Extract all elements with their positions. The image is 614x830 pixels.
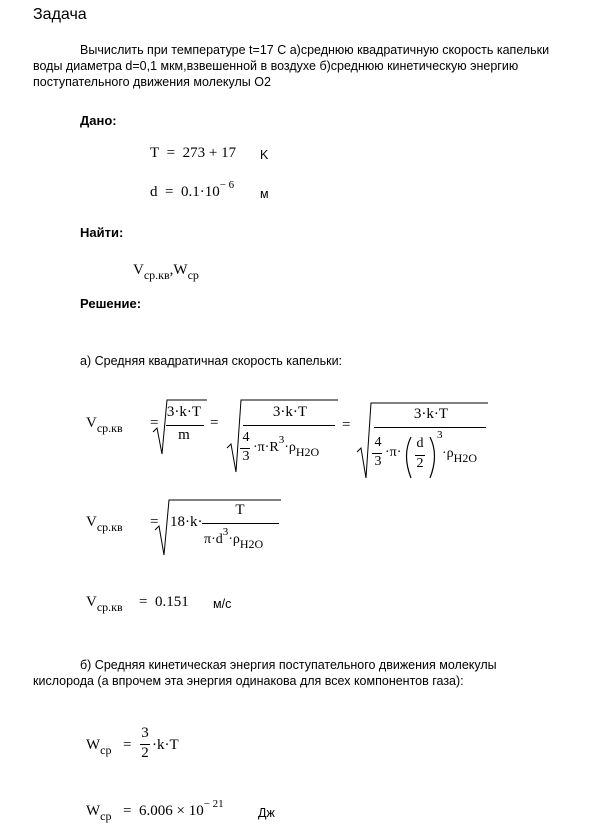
f1-lhs-symbol: V	[86, 415, 97, 431]
f1-c-num-3: 4	[374, 435, 382, 450]
page-title: Задача	[33, 6, 87, 23]
f1-rho-2: ·ρ	[284, 440, 296, 455]
f5-value-group	[139, 798, 224, 820]
f5-unit: Дж	[258, 806, 275, 820]
f2-coef: 18·k·	[170, 514, 203, 530]
find-V-sub: ср.кв	[143, 268, 170, 282]
f1-eq-2: =	[210, 415, 219, 431]
f1-frac-line-3	[374, 427, 486, 428]
f2-den: π·d	[204, 532, 223, 547]
f4-rest: ·k·T	[152, 737, 179, 753]
f2-lhs-symbol: V	[86, 514, 97, 530]
f3-unit: м/с	[213, 597, 232, 611]
f3-lhs-symbol: V	[86, 594, 97, 610]
f5-eq: =	[123, 803, 132, 819]
problem-line-3: поступательного движения молекулы О2	[33, 75, 271, 89]
given-d: $d = 0.1\cdot 10^{- 6}$	[150, 179, 235, 200]
f1-num1: 3·k·T	[166, 404, 202, 420]
f4-den: 2	[141, 745, 149, 761]
given-T: T = 273 + 17	[150, 145, 237, 161]
f1-eq-1: =	[150, 415, 159, 431]
f1-paren-exp: 3	[437, 429, 443, 441]
given-heading: Дано:	[80, 113, 117, 128]
given-d-lhs: d	[150, 184, 158, 200]
find-sep: ,	[169, 262, 174, 278]
f2-eq: =	[150, 514, 159, 530]
given-d-exp: − 6	[219, 179, 235, 191]
f1-eq-3: =	[342, 417, 351, 433]
f1-lhs-sub: ср.кв	[96, 421, 123, 435]
f1-d-num: d	[416, 436, 424, 451]
part-b-line-1: б) Средняя кинетическая энергия поступательного движения молекулы	[80, 658, 497, 672]
f2-lhs-sub: ср.кв	[96, 520, 123, 534]
given-d-unit: м	[260, 187, 269, 201]
find-W-sub: ср	[187, 268, 199, 282]
problem-line-2: воды диаметра d=0,1 мкм,взвешенной в воздухе б)среднюю кинетическую энергию	[33, 59, 519, 73]
part-b-line-2: кислорода (а впрочем эта энергия одинакова для всех компонентов газа):	[33, 674, 464, 688]
f4-lhs	[86, 737, 112, 757]
f2-lhs	[86, 514, 123, 534]
f3-lhs	[86, 594, 123, 614]
f3-eq: =	[139, 594, 148, 610]
problem-line-1: Вычислить при температуре t=17 С а)среднюю квадратичную скорость капельки	[80, 43, 550, 57]
f3-value: 0.151	[155, 594, 189, 610]
f2-rho-sub: H2O	[239, 537, 264, 551]
given-T-unit: K	[260, 148, 269, 162]
f1-rho-sub-3: H2O	[453, 451, 477, 465]
f1-rho-3: ·ρ	[442, 446, 454, 461]
f1-d-den: 2	[416, 456, 424, 471]
f1-c-den-2: 3	[242, 449, 250, 464]
f2-frac-line	[202, 523, 279, 524]
f2-rho: ·ρ	[228, 532, 240, 547]
f1-den2-rest	[253, 434, 320, 459]
f1-c-den-3: 3	[374, 454, 382, 469]
f5-value: 6.006 × 10	[139, 803, 204, 819]
f5-lhs-sub: ср	[100, 809, 112, 823]
find-V: V	[133, 262, 144, 278]
given-T-lhs: T	[150, 145, 160, 161]
f4-eq: =	[123, 737, 132, 753]
f1-num3: 3·k·T	[413, 406, 449, 422]
f1-den1: m	[178, 427, 190, 443]
f1-frac-line-2	[243, 425, 335, 426]
f1-rho-3-group	[442, 446, 477, 465]
f2-num: T	[235, 502, 245, 518]
f5-exp: − 21	[203, 798, 224, 810]
f1-den2-mid: ·π·R	[253, 440, 279, 455]
f4-lhs-symbol: W	[86, 737, 101, 753]
find-heading: Найти:	[80, 225, 124, 240]
f1-c-num-2: 4	[242, 430, 250, 445]
given-T-rhs: 273 + 17	[182, 145, 237, 161]
f2-den-group	[204, 526, 264, 551]
f1-num2: 3·k·T	[272, 404, 308, 420]
f4-num: 3	[141, 725, 149, 741]
f1-den2-exp: 3	[278, 434, 285, 446]
part-a-heading: а) Средняя квадратичная скорость капельки:	[80, 354, 343, 368]
f3-lhs-sub: ср.кв	[96, 600, 123, 614]
f2-den-exp: 3	[222, 526, 229, 538]
find-W: W	[173, 262, 188, 278]
f1-rho-sub-2: H2O	[295, 445, 320, 459]
f5-lhs-symbol: W	[86, 803, 101, 819]
f1-frac-line-1	[166, 425, 204, 426]
f4-lhs-sub: ср	[100, 743, 112, 757]
solution-heading: Решение:	[80, 296, 142, 311]
f1-pi-3: ·π·	[385, 445, 402, 460]
f5-lhs	[86, 803, 112, 823]
given-d-rhs: 0.1·10	[180, 184, 220, 200]
